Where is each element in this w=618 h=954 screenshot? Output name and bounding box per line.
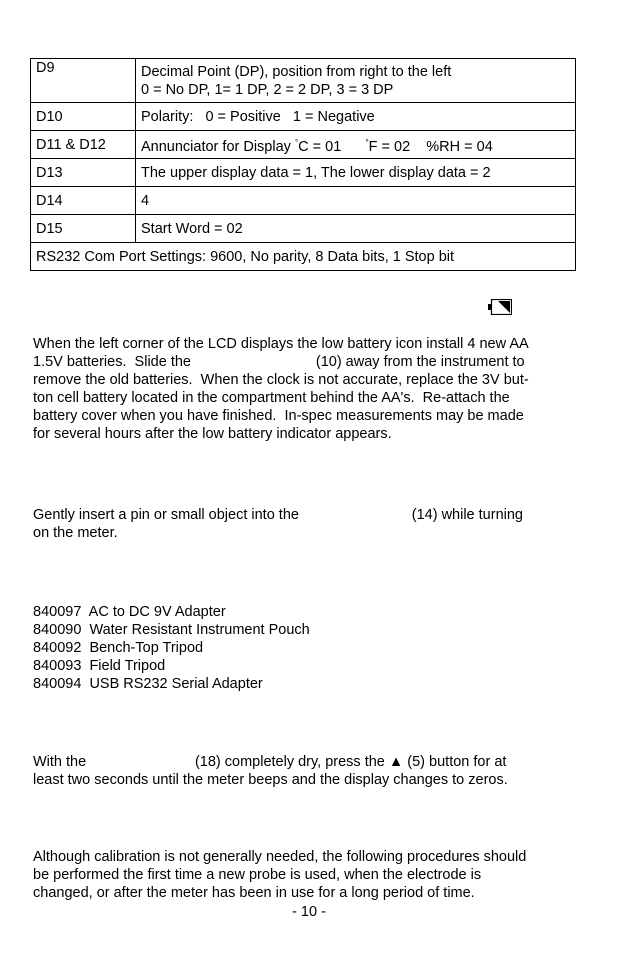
text-line: least two seconds until the meter beeps and the display changes to zeros. bbox=[33, 772, 508, 788]
desc-part: F = 02 %RH = 04 bbox=[368, 138, 493, 155]
table-footer-cell: RS232 Com Port Settings: 9600, No parity, 8 Data bits, 1 Stop bit bbox=[31, 243, 576, 271]
table-cell-desc: Start Word = 02 bbox=[136, 215, 576, 243]
table-cell-code: D14 bbox=[31, 187, 136, 215]
text-line: battery cover when you have finished. In-spec measurements may be made bbox=[33, 408, 524, 424]
text-line: ton cell battery located in the compartment behind the AA's. Re-attach the bbox=[33, 390, 510, 406]
table-cell-desc: Polarity: 0 = Positive 1 = Negative bbox=[136, 103, 576, 131]
table-cell-desc bbox=[136, 131, 576, 159]
desc-line: 0 = No DP, 1= 1 DP, 2 = 2 DP, 3 = 3 DP bbox=[141, 82, 394, 98]
table-row bbox=[31, 159, 576, 187]
list-item: 840097 AC to DC 9V Adapter bbox=[33, 604, 226, 620]
table-row bbox=[31, 59, 576, 103]
table-cell-code: D9 bbox=[31, 59, 136, 103]
battery-replacement-paragraph bbox=[33, 335, 529, 443]
table-cell-code: D11 & D12 bbox=[31, 131, 136, 159]
table-row bbox=[31, 215, 576, 243]
table-cell-code: D13 bbox=[31, 159, 136, 187]
degree-mark: ° bbox=[365, 137, 369, 147]
table-row bbox=[31, 103, 576, 131]
table-row bbox=[31, 187, 576, 215]
table-cell-desc: 4 bbox=[136, 187, 576, 215]
accessories-list bbox=[33, 603, 310, 693]
reset-paragraph bbox=[33, 506, 523, 542]
calibration-paragraph bbox=[33, 848, 526, 902]
page-number: - 10 - bbox=[292, 904, 326, 920]
list-item: 840093 Field Tripod bbox=[33, 658, 166, 674]
table-row bbox=[31, 131, 576, 159]
desc-line: Decimal Point (DP), position from right to the left bbox=[141, 64, 452, 80]
text-line: When the left corner of the LCD displays the low battery icon install 4 new AA bbox=[33, 336, 529, 352]
list-item: 840092 Bench-Top Tripod bbox=[33, 640, 204, 656]
table-cell-desc bbox=[136, 59, 576, 103]
text-line: Gently insert a pin or small object into the (14) while turning bbox=[33, 507, 523, 523]
text-line: With the (18) completely dry, press the ▲ (5) button for at bbox=[33, 754, 507, 770]
list-item: 840090 Water Resistant Instrument Pouch bbox=[33, 622, 310, 638]
data-format-table bbox=[30, 58, 576, 271]
degree-mark: ° bbox=[294, 137, 299, 147]
list-item: 840094 USB RS232 Serial Adapter bbox=[33, 676, 263, 692]
low-battery-icon bbox=[488, 299, 512, 315]
zero-paragraph bbox=[33, 753, 508, 789]
table-row bbox=[31, 243, 576, 271]
desc-part: Annunciator for Display bbox=[141, 138, 295, 155]
text-line: be performed the first time a new probe is used, when the electrode is bbox=[33, 867, 482, 883]
desc-part: C = 01 bbox=[298, 138, 366, 155]
table-cell-code: D10 bbox=[31, 103, 136, 131]
text-line: changed, or after the meter has been in use for a long period of time. bbox=[33, 885, 475, 901]
table-cell-desc: The upper display data = 1, The lower display data = 2 bbox=[136, 159, 576, 187]
table-cell-code: D15 bbox=[31, 215, 136, 243]
text-line: Although calibration is not generally needed, the following procedures should bbox=[33, 849, 527, 865]
text-line: remove the old batteries. When the clock is not accurate, replace the 3V but- bbox=[33, 372, 529, 388]
text-line: for several hours after the low battery indicator appears. bbox=[33, 426, 392, 442]
text-line: 1.5V batteries. Slide the (10) away from the instrument to bbox=[33, 354, 525, 370]
text-line: on the meter. bbox=[33, 525, 118, 541]
